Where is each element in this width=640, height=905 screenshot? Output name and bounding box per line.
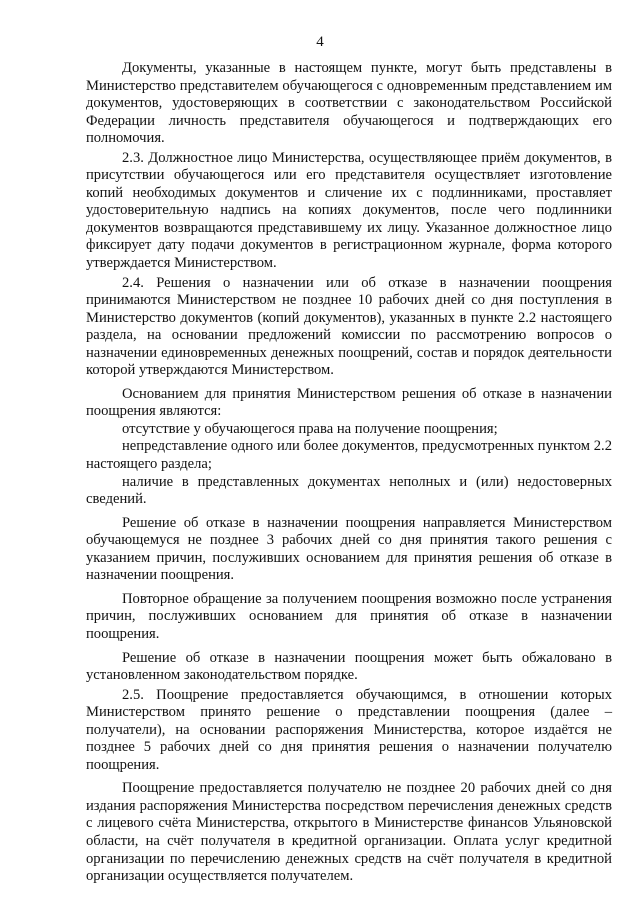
- paragraph-repeat-application: Повторное обращение за получением поощрения возможно после устранения причин, послуживших основанием для принятия об отказе в назначении поощрения.: [86, 590, 612, 642]
- list-item-missing-documents: непредставление одного или более документов, предусмотренных пунктом 2.2 настоящего раздела;: [86, 438, 612, 473]
- document-body: [86, 60, 612, 886]
- paragraph-payment-terms: Поощрение предоставляется получателю не позднее 20 рабочих дней со дня издания распоряжения Министерства посредством перечисления денежных средств с лицевого счёта Министерства, открытого в Министерстве финансов Ульяновской области, на счёт получателя в кредитной организации. Оплата услуг кредитной организации по перечислению денежных средств на счёт получателя в кредитной организации осуществляется получателем.: [86, 780, 612, 885]
- page-number: 4: [316, 34, 324, 50]
- paragraph-refusal-grounds: Основанием для принятия Министерством решения об отказе в назначении поощрения являются:: [86, 385, 612, 420]
- paragraph-refusal-notice: Решение об отказе в назначении поощрения направляется Министерством обучающемуся не позднее 3 рабочих дней со дня принятия такого решения с указанием причин, послуживших основанием для принятия решения об отказе в назначении поощрения.: [86, 514, 612, 584]
- paragraph-2-3-copies: 2.3. Должностное лицо Министерства, осуществляющее приём документов, в присутствии обучающегося или его представителя осуществляет изготовление копий необходимых документов и сличение их с подлинниками, проставляет удостоверительную надпись на копиях документов, после чего подлинники документов возвращаются представившему их лицу. Указанное должностное лицо фиксирует дату подачи документов в регистрационном журнале, форма которого утверждается Министерством.: [86, 149, 612, 272]
- paragraph-representative-documents: Документы, указанные в настоящем пункте, могут быть представлены в Министерство представителем обучающегося с одновременным представлением им документов, удостоверяющих в соответствии с законодательством Российской Федерации личность представителя обучающегося и подтверждающих его полномочия.: [86, 60, 612, 147]
- list-item-no-right: отсутствие у обучающегося права на получение поощрения;: [122, 420, 498, 437]
- paragraph-2-5-provision: 2.5. Поощрение предоставляется обучающимся, в отношении которых Министерством принято решение о представлении поощрения (далее – получатели), на основании распоряжения Министерства, которое издаётся не позднее 5 рабочих дней со дня принятия решения о назначении получателю поощрения.: [86, 686, 612, 773]
- paragraph-appeal: Решение об отказе в назначении поощрения может быть обжаловано в установленном законодательством порядке.: [86, 649, 612, 684]
- paragraph-2-4-decisions: 2.4. Решения о назначении или об отказе в назначении поощрения принимаются Министерством не позднее 10 рабочих дней со дня поступления в Министерство документов (копий документов), указанных в пункте 2.2 настоящего раздела, на основании предложений комиссии по рассмотрению вопросов о назначении единовременных денежных поощрений, состав и порядок деятельности которой утверждаются Министерством.: [86, 274, 612, 379]
- list-item-incomplete-info: наличие в представленных документах неполных и (или) недостоверных сведений.: [86, 473, 612, 508]
